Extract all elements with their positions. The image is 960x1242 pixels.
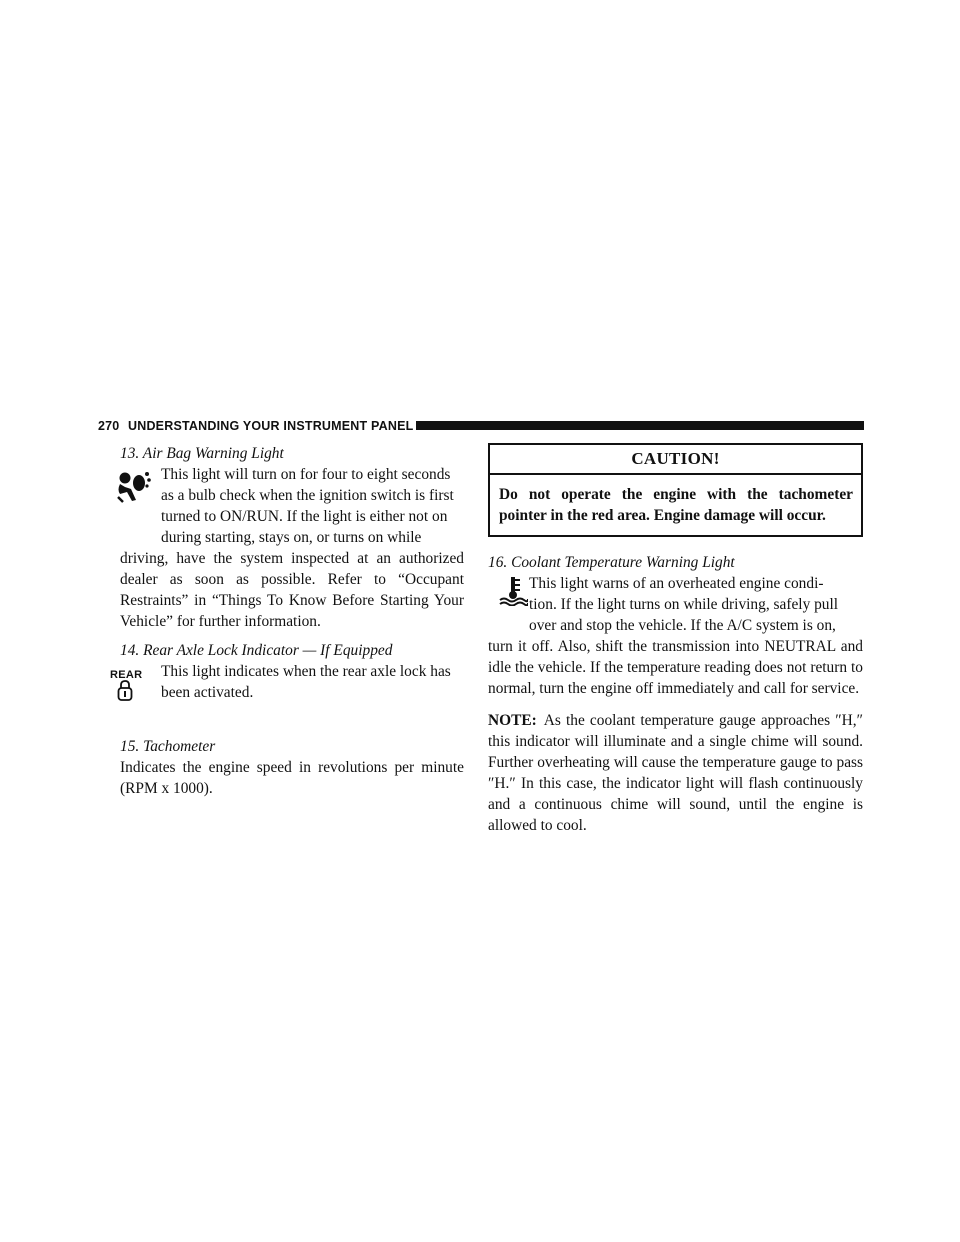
note-paragraph	[488, 710, 863, 836]
rear-axle-section	[110, 640, 464, 703]
rear-axle-lock-icon	[110, 665, 144, 713]
coolant-body: turn it off. Also, shift the transmission into NEUTRAL and idle the vehicle. If the temperature reading does not return to normal, turn the engine off immediately and call for service.	[488, 638, 863, 697]
rear-axle-icon-label: REAR	[110, 669, 143, 681]
running-header	[98, 417, 864, 437]
airbag-body: driving, have the system inspected at an authorized dealer as soon as possible. Refer to “Occupant Restraints” in “Things To Know Before Starting Your Vehicle” for further information.	[120, 550, 464, 630]
airbag-icon	[114, 470, 154, 504]
padlock-icon	[117, 679, 133, 701]
left-column	[110, 443, 464, 799]
rear-axle-line-2: been activated.	[161, 684, 254, 701]
note-label: NOTE:	[488, 712, 537, 729]
airbag-line-3: turned to ON/RUN. If the light is either not on	[161, 508, 448, 525]
right-column	[488, 443, 863, 836]
caution-box	[488, 443, 863, 537]
caution-title: CAUTION!	[490, 445, 861, 475]
tachometer-body: Indicates the engine speed in revolutions per minute (RPM x 1000).	[120, 759, 464, 797]
header-rule	[416, 421, 864, 430]
coolant-line-1: This light warns of an overheated engine condi-	[529, 575, 824, 592]
airbag-heading: 13. Air Bag Warning Light	[120, 445, 284, 462]
tachometer-section	[120, 736, 464, 799]
rear-axle-heading: 14. Rear Axle Lock Indicator — If Equipped	[120, 642, 393, 659]
airbag-line-4: during starting, stays on, or turns on while	[161, 529, 422, 546]
page-number: 270	[98, 419, 120, 433]
airbag-section	[120, 443, 464, 632]
airbag-line-2: as a bulb check when the ignition switch is first	[161, 487, 454, 504]
coolant-heading: 16. Coolant Temperature Warning Light	[488, 554, 735, 571]
section-title: UNDERSTANDING YOUR INSTRUMENT PANEL	[128, 419, 414, 433]
coolant-line-3: over and stop the vehicle. If the A/C system is on,	[529, 617, 836, 634]
coolant-temperature-icon	[498, 576, 528, 606]
rear-axle-line-1: This light indicates when the rear axle lock has	[161, 663, 451, 680]
tachometer-heading: 15. Tachometer	[120, 738, 216, 755]
coolant-line-2: tion. If the light turns on while driving, safely pull	[529, 596, 839, 613]
airbag-line-1: This light will turn on for four to eight seconds	[161, 466, 451, 483]
caution-body: Do not operate the engine with the tachometer pointer in the red area. Engine damage will occur.	[499, 486, 853, 524]
note-body: As the coolant temperature gauge approaches ″H,″ this indicator will illuminate and a single chime will sound. Further overheating will cause the temperature gauge to pass ″H.″ In this case, the indicator light will flash continuously and a continuous chime will sound, until the engine is allowed to cool.	[488, 712, 863, 834]
coolant-section	[488, 552, 863, 699]
